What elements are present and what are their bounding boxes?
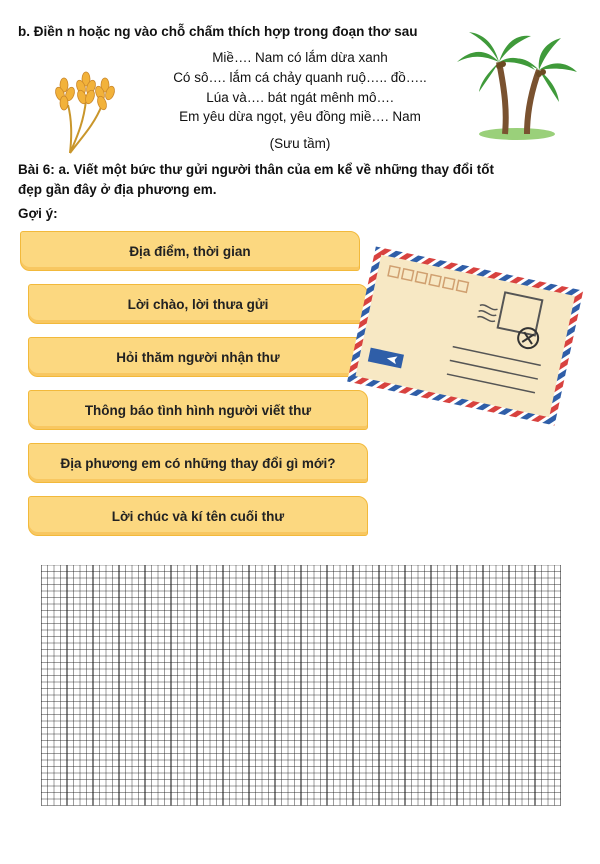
hint-item: Lời chúc và kí tên cuối thư (28, 496, 368, 536)
exercise-6-title-line-1: Bài 6: a. Viết một bức thư gửi người thân của em kể về những thay đổi tốt (18, 162, 495, 177)
writing-grid[interactable] (41, 565, 561, 811)
airmail-envelope-icon (345, 245, 585, 430)
poem-line-4: Em yêu dừa ngọt, yêu đồng miề…. Nam (179, 109, 421, 124)
poem-line-3: Lúa và…. bát ngát mênh mô…. (206, 90, 394, 105)
exercise-b-instruction: b. Điền n hoặc ng vào chỗ chấm thích hợp trong đoạn thơ sau (18, 24, 418, 39)
hint-item: Lời chào, lời thưa gửi (28, 284, 368, 324)
poem-line-1: Miề…. Nam có lắm dừa xanh (212, 50, 388, 65)
hint-label: Gợi ý: (18, 206, 58, 221)
wheat-icon (50, 65, 130, 155)
hint-item: Thông báo tình hình người viết thư (28, 390, 368, 430)
exercise-6-title-line-2: đẹp gần đây ở địa phương em. (18, 182, 217, 197)
poem-line-2: Có sô…. lắm cá chảy quanh ruộ….. đồ….. (173, 70, 427, 85)
poem-source: (Sưu tầm) (269, 136, 331, 151)
exercise-6-title (18, 160, 588, 200)
hint-item: Địa điểm, thời gian (20, 231, 360, 271)
palm-tree-icon (455, 22, 580, 142)
hint-item: Địa phương em có những thay đổi gì mới? (28, 443, 368, 483)
hint-item: Hỏi thăm người nhận thư (28, 337, 368, 377)
